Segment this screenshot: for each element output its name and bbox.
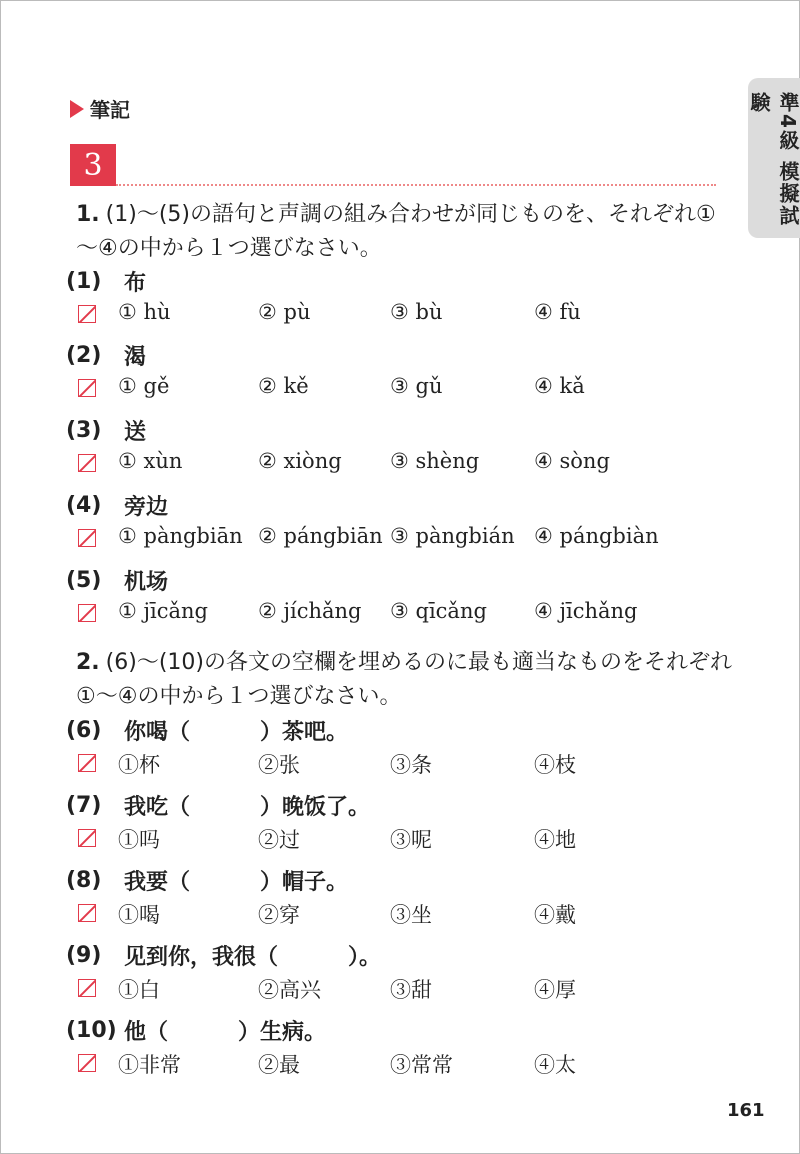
question-6: (6) 你喝（ ）茶吧。 bbox=[66, 718, 349, 745]
side-tab-label: 準4級 模擬試験 bbox=[747, 92, 800, 227]
option[interactable]: ④太 bbox=[534, 1053, 576, 1077]
option[interactable]: ① jīcǎng bbox=[118, 599, 208, 623]
part2-instruction bbox=[76, 646, 736, 714]
option[interactable]: ② xiòng bbox=[258, 449, 342, 473]
answer-row-2 bbox=[78, 374, 738, 406]
option[interactable]: ④枝 bbox=[534, 753, 576, 777]
answer-checkbox[interactable] bbox=[78, 1054, 96, 1072]
option[interactable]: ①吗 bbox=[118, 828, 160, 852]
question-10: (10) 他（ ）生病。 bbox=[66, 1018, 327, 1045]
section-number: 3 bbox=[70, 144, 116, 186]
option[interactable]: ①非常 bbox=[118, 1053, 181, 1077]
answer-row-6 bbox=[78, 749, 738, 781]
option[interactable]: ④ fù bbox=[534, 300, 581, 324]
option[interactable]: ①杯 bbox=[118, 753, 160, 777]
question-8: (8) 我要（ ）帽子。 bbox=[66, 868, 349, 895]
option[interactable]: ③条 bbox=[390, 753, 432, 777]
option[interactable]: ③ pàngbián bbox=[390, 524, 515, 548]
option[interactable]: ③ shèng bbox=[390, 449, 480, 473]
option[interactable]: ②穿 bbox=[258, 903, 300, 927]
option[interactable]: ③ qīcǎng bbox=[390, 599, 487, 623]
answer-checkbox[interactable] bbox=[78, 604, 96, 622]
part1-instruction bbox=[76, 198, 736, 266]
option[interactable]: ④ jīchǎng bbox=[534, 599, 638, 623]
option[interactable]: ① xùn bbox=[118, 449, 183, 473]
option[interactable]: ④ kǎ bbox=[534, 374, 585, 398]
section-label: 筆記 bbox=[90, 98, 130, 122]
option[interactable]: ④ sòng bbox=[534, 449, 610, 473]
option[interactable]: ③坐 bbox=[390, 903, 432, 927]
part1-instruction-text: (1)～(5)の語句と声調の組み合わせが同じものを、それぞれ①～④の中から１つ選びなさい。 bbox=[76, 202, 716, 261]
side-tab bbox=[748, 78, 800, 238]
option[interactable]: ① gě bbox=[118, 374, 170, 398]
option[interactable]: ③常常 bbox=[390, 1053, 453, 1077]
option[interactable]: ③呢 bbox=[390, 828, 432, 852]
option[interactable]: ③ gǔ bbox=[390, 374, 443, 398]
question-3: (3) 送 bbox=[66, 418, 147, 445]
option[interactable]: ①白 bbox=[118, 978, 160, 1002]
option[interactable]: ④厚 bbox=[534, 978, 576, 1002]
option[interactable]: ① pàngbiān bbox=[118, 524, 243, 548]
question-1: (1) 布 bbox=[66, 269, 147, 296]
part2-instruction-text: (6)～(10)の各文の空欄を埋めるのに最も適当なものをそれぞれ①～④の中から１つ選びなさい。 bbox=[76, 650, 732, 709]
answer-checkbox[interactable] bbox=[78, 379, 96, 397]
triangle-marker-icon bbox=[70, 100, 84, 118]
option[interactable]: ④地 bbox=[534, 828, 576, 852]
answer-row-10 bbox=[78, 1049, 738, 1081]
option[interactable]: ①喝 bbox=[118, 903, 160, 927]
answer-checkbox[interactable] bbox=[78, 754, 96, 772]
page-number: 161 bbox=[727, 1100, 765, 1121]
answer-row-5 bbox=[78, 599, 738, 631]
question-7: (7) 我吃（ ）晚饭了。 bbox=[66, 793, 371, 820]
answer-checkbox[interactable] bbox=[78, 904, 96, 922]
answer-checkbox[interactable] bbox=[78, 829, 96, 847]
option[interactable]: ③甜 bbox=[390, 978, 432, 1002]
answer-checkbox[interactable] bbox=[78, 529, 96, 547]
option[interactable]: ②过 bbox=[258, 828, 300, 852]
answer-checkbox[interactable] bbox=[78, 454, 96, 472]
answer-row-7 bbox=[78, 824, 738, 856]
option[interactable]: ① hù bbox=[118, 300, 171, 324]
option[interactable]: ③ bù bbox=[390, 300, 443, 324]
question-4: (4) 旁边 bbox=[66, 493, 169, 520]
part1-number: 1. bbox=[76, 202, 100, 227]
answer-checkbox[interactable] bbox=[78, 305, 96, 323]
question-2: (2) 渴 bbox=[66, 343, 147, 370]
option[interactable]: ② pù bbox=[258, 300, 311, 324]
answer-checkbox[interactable] bbox=[78, 979, 96, 997]
answer-row-4 bbox=[78, 524, 738, 556]
option[interactable]: ②张 bbox=[258, 753, 300, 777]
answer-row-1 bbox=[78, 300, 738, 332]
part2-number: 2. bbox=[76, 650, 100, 675]
option[interactable]: ② pángbiān bbox=[258, 524, 383, 548]
answer-row-3 bbox=[78, 449, 738, 481]
question-5: (5) 机场 bbox=[66, 568, 169, 595]
section-heading bbox=[70, 94, 130, 123]
option[interactable]: ②高兴 bbox=[258, 978, 321, 1002]
option[interactable]: ④戴 bbox=[534, 903, 576, 927]
option[interactable]: ② kě bbox=[258, 374, 309, 398]
option[interactable]: ④ pángbiàn bbox=[534, 524, 659, 548]
answer-row-9 bbox=[78, 974, 738, 1006]
answer-row-8 bbox=[78, 899, 738, 931]
option[interactable]: ② jíchǎng bbox=[258, 599, 362, 623]
dotted-divider bbox=[116, 184, 716, 186]
option[interactable]: ②最 bbox=[258, 1053, 300, 1077]
question-9: (9) 见到你，我很（ ）。 bbox=[66, 943, 382, 970]
